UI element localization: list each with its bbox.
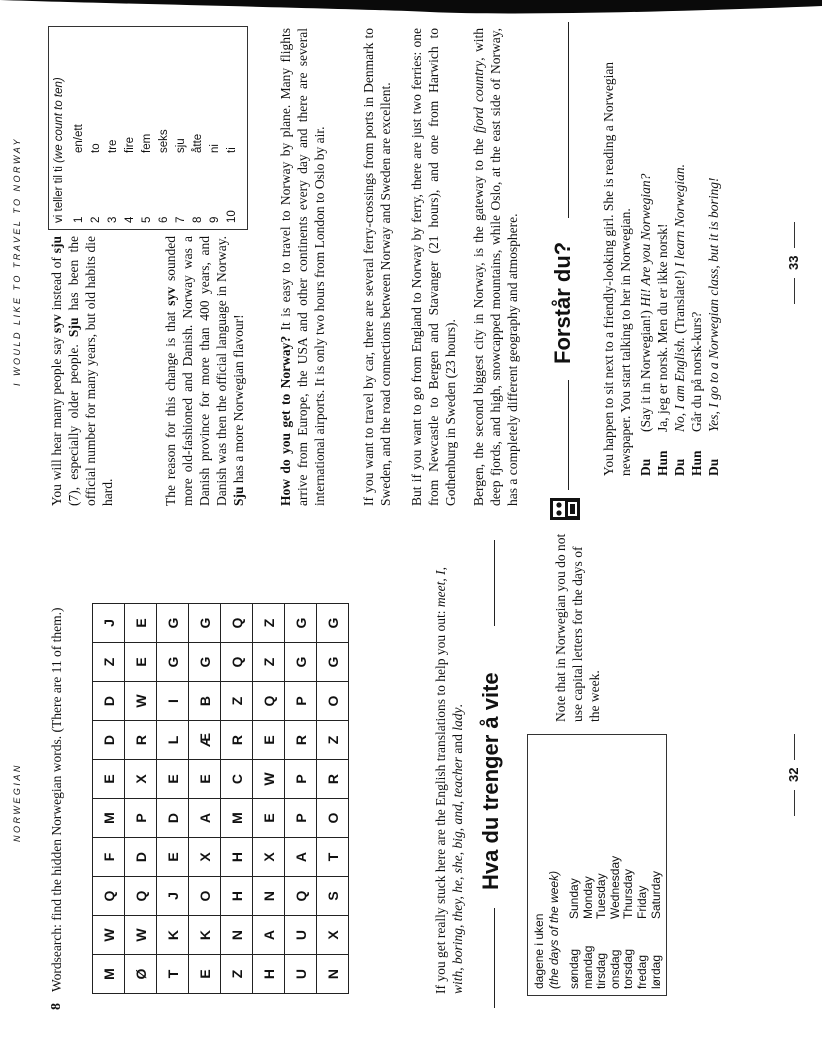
count-word: en/ett [73,124,85,153]
wordsearch-cell: D [157,799,189,838]
day-norwegian: lørdag [648,954,663,989]
count-word: tre [107,139,119,153]
wordsearch-grid [92,603,349,994]
hint-last: lady [450,707,465,731]
wordsearch-cell: M [221,799,253,838]
paragraph-bergen: Bergen, the second biggest city in Norway, is the gateway to the fjord country, with deep fjords, and high, snowcapped mountains, while Oslo, at the east side of Norway, has a completely different geography and atmosphere. [471,28,520,506]
section-header-forstar [542,20,586,520]
section-title-forstar: Forstår du? [550,241,575,364]
wordsearch-cell: E [189,955,221,994]
page-fold [0,539,822,540]
days-list [568,856,663,989]
wordsearch-cell: A [189,799,221,838]
wordsearch-cell: W [253,760,285,799]
page-number-left [786,726,801,824]
count-row [105,124,122,223]
dialogue-line [671,26,688,476]
day-row [582,856,596,989]
wordsearch-cell: J [93,604,125,643]
day-row [568,856,582,989]
wordsearch-row [285,604,317,994]
wordsearch-cell: R [285,721,317,760]
count-numeral: 7 [175,216,187,223]
dialogue-speaker: Du [638,458,653,476]
wordsearch-cell: O [317,682,349,721]
dialogue-text: Går du på norsk-kurs? [689,311,704,432]
wordsearch-row [317,604,349,994]
wordsearch-cell: H [221,877,253,916]
count-numeral: 9 [209,216,221,223]
wordsearch-cell: W [125,916,157,955]
count-numeral: 6 [158,216,170,223]
wordsearch-cell: Æ [189,721,221,760]
day-english: Wednesday [607,855,622,919]
section-header-hva [472,538,512,1008]
wordsearch-cell: M [93,955,125,994]
days-subheading: (the days of the week) [547,870,561,989]
day-english: Sunday [567,878,581,919]
count-row [139,124,156,223]
wordsearch-cell: Q [221,643,253,682]
counting-heading: vi teller til ti [53,162,65,223]
header-rule-left [494,908,495,1008]
hint-and: and [450,730,465,758]
count-word: åtte [192,133,204,153]
count-row [190,124,207,223]
counting-heading-en: (we count to ten) [53,77,65,163]
wordsearch-cell: G [317,643,349,682]
wordsearch-cell: Z [253,643,285,682]
wordsearch-cell: E [253,721,285,760]
wordsearch-cell: E [157,838,189,877]
dialogue-line [705,26,722,476]
wordsearch-cell: E [125,604,157,643]
wordsearch-cell: Z [253,604,285,643]
dialogue-line [637,26,654,476]
day-norwegian: søndag [567,948,581,989]
count-numeral: 2 [90,216,102,223]
wordsearch-cell: K [157,916,189,955]
wordsearch-cell: U [285,955,317,994]
count-numeral: 1 [73,216,85,223]
days-heading: dagene i uken [532,913,546,989]
count-word: seks [158,129,170,153]
wordsearch-cell: Q [125,877,157,916]
dialogue-line [688,26,705,476]
count-word: fem [141,133,153,153]
wordsearch-cell: C [221,760,253,799]
wordsearch-cell: P [125,799,157,838]
header-rule-right [494,540,495,626]
wordsearch-cell: X [253,838,285,877]
wordsearch-cell: Z [317,721,349,760]
wordsearch-cell: G [285,643,317,682]
wordsearch-row [125,604,157,994]
day-row [595,856,609,989]
wordsearch-cell: X [125,760,157,799]
dialogue-text: (Say it in Norwegian!) [638,306,653,432]
wordsearch-row [93,604,125,994]
paragraph-syv-sju: You will hear many people say syv instead of sju (7), especially older people. Sju has been the official number for many years, but old habits die hard. [49,236,115,506]
wordsearch-row [221,604,253,994]
wordsearch-cell: U [285,916,317,955]
days-of-week-box [527,734,667,996]
wordsearch-cell: N [221,916,253,955]
day-english: Monday [580,876,595,919]
count-row [224,124,241,223]
count-numeral: 5 [141,216,153,223]
counting-list [71,124,241,223]
hint-meet: meet, [433,574,448,608]
wordsearch-hint [432,554,466,994]
wordsearch-cell: Z [93,643,125,682]
paragraph-reason: The reason for this change is that syv sounded more old-fashioned and Danish. Norway was a Danish province for more than 400 years, and Danish was then the official language in Norway. Sju has a more Norwegian flavour! [163,236,246,506]
day-row [650,856,664,989]
dialogue-text: (Translate!) [672,267,687,338]
wordsearch-row [253,604,285,994]
count-row [122,124,139,223]
count-word: fire [124,137,136,153]
wordsearch-cell: I [157,682,189,721]
count-word: ti [226,147,238,153]
header-rule-right [568,22,569,218]
paragraph-travel-car: If you want to travel by car, there are several ferry-crossings from ports in Denmark to Sweden, and the road connections between Norway and Sweden are excellent. [361,28,393,506]
wordsearch-cell: D [93,682,125,721]
day-english: Friday [634,885,649,919]
day-norwegian: onsdag [607,949,622,989]
count-row [88,124,105,223]
days-note: Note that in Norwegian you do not use capital letters for the days of the week. [553,533,602,722]
exercise-instruction: Wordsearch: find the hidden Norwegian words. (There are 11 of them.) [49,607,64,992]
wordsearch-cell: A [285,838,317,877]
day-english: Saturday [648,870,663,919]
dialogue-intro: You happen to sit next to a friendly-looking girl. She is reading a Norwegian newspaper. You start talking to her in Norwegian. [601,61,633,476]
count-word: ni [209,144,221,153]
wordsearch-cell: Q [253,682,285,721]
dialogue-speaker: Du [672,458,687,476]
paragraph-travel-ferry: But if you want to go from England to Norway by ferry, there are just two ferries: one from Newcastle to Bergen and Stavanger (21 hours), and one from Harwich to Gothenburg in Sweden (23 hours). [409,28,458,506]
wordsearch-cell: N [253,877,285,916]
count-row [156,124,173,223]
day-norwegian: torsdag [621,948,636,989]
count-word: to [90,143,102,153]
dialogue-speaker: Du [706,458,721,476]
wordsearch-cell: E [93,760,125,799]
wordsearch-cell: T [157,955,189,994]
wordsearch-cell: H [221,838,253,877]
left-page [0,532,822,1052]
wordsearch-cell: E [253,799,285,838]
day-norwegian: mandag [580,945,595,989]
wordsearch-cell: X [189,838,221,877]
wordsearch-cell: Z [221,955,253,994]
wordsearch-cell: B [189,682,221,721]
count-numeral: 8 [192,216,204,223]
count-numeral: 4 [124,216,136,223]
wordsearch-cell: E [189,760,221,799]
wordsearch-cell: G [189,643,221,682]
wordsearch-cell: A [253,916,285,955]
dialogue-text: Yes, I go to a Norwegian class, but it is boring! [706,177,721,432]
wordsearch-cell: D [93,721,125,760]
day-norwegian: fredag [634,954,649,989]
wordsearch-cell: Q [221,604,253,643]
wordsearch-cell: T [317,838,349,877]
wordsearch-cell: Ø [125,955,157,994]
wordsearch-cell: P [285,682,317,721]
wordsearch-cell: O [189,877,221,916]
wordsearch-cell: H [253,955,285,994]
page-number-right [786,214,801,312]
wordsearch-cell: P [285,760,317,799]
wordsearch-cell: F [93,838,125,877]
wordsearch-cell: G [189,604,221,643]
wordsearch-cell: O [317,799,349,838]
wordsearch-cell: Q [285,877,317,916]
counting-box [48,26,248,230]
wordsearch-cell: X [317,916,349,955]
dialogue-text: Hi! Are you Norwegian? [638,173,653,307]
hint-words: I, with, boring, they, he, she, big, and, teacher [433,566,465,994]
wordsearch-cell: G [285,604,317,643]
exercise-number: 8 [49,1003,64,1010]
wordsearch-row [157,604,189,994]
count-row [207,124,224,223]
wordsearch-cell: R [317,760,349,799]
running-head-left: NORWEGIAN [12,763,22,842]
wordsearch-cell: G [317,604,349,643]
dialogue-text: Ja, jeg er norsk. Men du er ikke norsk! [655,223,670,432]
page-number-right-text: 33 [786,255,801,270]
count-row [71,124,88,223]
day-english: Thursday [621,868,636,919]
wordsearch-cell: J [157,877,189,916]
wordsearch-cell: N [317,955,349,994]
count-numeral: 10 [226,210,238,223]
wordsearch-cell: W [93,916,125,955]
count-word: sju [175,138,187,153]
wordsearch-cell: G [157,604,189,643]
wordsearch-cell: R [221,721,253,760]
wordsearch-cell: G [157,643,189,682]
wordsearch-cell: S [317,877,349,916]
wordsearch-row [189,604,221,994]
wordsearch-cell: P [285,799,317,838]
running-head-right: I WOULD LIKE TO TRAVEL TO NORWAY [12,136,22,386]
paragraph-travel-plane: How do you get to Norway? It is easy to travel to Norway by plane. Many flights arrive from Europe, the USA and other continents every day and there are several international airports. It is only two hours from London to Oslo by air. [278,28,327,506]
dialogue-speaker: Hun [655,450,670,476]
hint-intro: If you get really stuck here are the English translations to help you out: [433,607,448,994]
wordsearch-cell: W [125,682,157,721]
hint-end: . [450,704,465,708]
wordsearch-cell: E [125,643,157,682]
count-row [173,124,190,223]
day-norwegian: tirsdag [594,952,609,989]
page-number-left-text: 32 [786,767,801,782]
page-edge-shadow [0,0,822,20]
day-row [609,856,623,989]
wordsearch-cell: Z [221,682,253,721]
wordsearch-cell: D [125,838,157,877]
header-rule-left [568,380,569,490]
dialogue-speaker: Hun [689,450,704,476]
dialogue-text: I learn Norwegian. [672,163,687,268]
dialogue-text: No, I am English. [672,337,687,432]
day-english: Tuesday [594,873,609,919]
count-numeral: 3 [107,216,119,223]
dialogue [637,26,722,476]
wordsearch-cell: E [157,760,189,799]
cassette-icon [550,498,580,520]
wordsearch-cell: K [189,916,221,955]
wordsearch-cell: Q [93,877,125,916]
dialogue-line [654,26,671,476]
wordsearch-cell: M [93,799,125,838]
wordsearch-cell: R [125,721,157,760]
day-row [636,856,650,989]
right-page [0,0,822,522]
wordsearch-cell: L [157,721,189,760]
day-row [622,856,636,989]
section-title-hva: Hva du trenger å vite [478,672,503,890]
